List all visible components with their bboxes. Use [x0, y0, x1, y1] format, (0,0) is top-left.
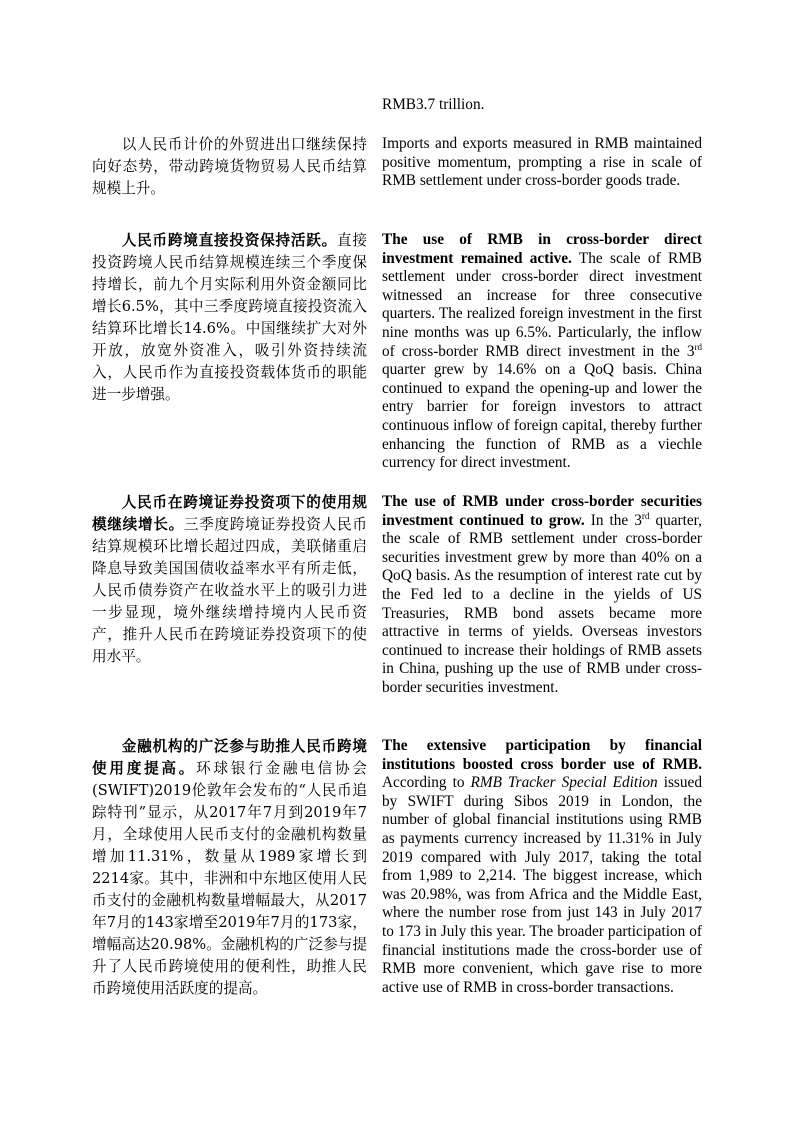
en-body-cont: quarter, the scale of RMB settlement under cross-border securities investment grew by more than 40% on a QoQ basis. As the resumption of interest rate cut by the Fed led to a decline in the yields of US Treasuries, RMB bond assets became more attractive in terms of yields. Overseas investors continued to increase their holdings of RMB assets in China, pushing up the use of RMB under cross-border securities investment.	[382, 511, 702, 696]
publication-title: RMB Tracker Special Edition	[470, 774, 658, 792]
en-body: In the 3	[584, 511, 642, 529]
zh-paragraph-3	[92, 492, 367, 668]
zh-lead: 人民币跨境直接投资保持活跃。	[121, 232, 338, 249]
zh-body: 直接投资跨境人民币结算规模连续三个季度保持增长，前九个月实际利用外资金额同比增长6.5%，其中三季度跨境直接投资流入结算环比增长14.6%。中国继续扩大对外开放，放宽外资准入，吸引外资持续流入，人民币作为直接投资载体货币的职能进一步增强。	[92, 232, 367, 403]
en-paragraph-2	[382, 231, 702, 473]
en-lead: The extensive participation by financial institutions boosted cross border use of RMB.	[382, 737, 702, 773]
en-body: The scale of RMB settlement under cross-border direct investment witnessed an increase for three consecutive quarters. The realized foreign investment in the first nine months was up 6.5%. Particularly, the inflow of cross-border RMB direct investment in the 3	[382, 249, 702, 360]
zh-paragraph-1	[92, 134, 367, 200]
superscript: rd	[694, 341, 702, 352]
en-lead: The use of RMB in cross-border direct investment remained active.	[382, 231, 702, 267]
en-paragraph-3	[382, 493, 702, 698]
en-body-cont: issued by SWIFT during Sibos 2019 in London, the number of global financial institutions using RMB as payments currency increased by 11.31% in July 2019 compared with July 2017, taking the total from 1,989 to 2,214. The biggest increase, which was 20.98%, was from Africa and the Middle East, where the number rose from just 143 in July 2017 to 173 in July this year. The broader participation of financial institutions made the cross-border use of RMB more convenient, which gave rise to more active use of RMB in cross-border transactions.	[382, 774, 702, 996]
zh-lead: 金融机构的广泛参与助推人民币跨境使用度提高。	[92, 738, 367, 777]
en-paragraph-1	[382, 135, 702, 191]
en-body: According to	[382, 774, 471, 792]
zh-body: 以人民币计价的外贸进出口继续保持向好态势，带动跨境货物贸易人民币结算规模上升。	[92, 136, 367, 197]
en-continuation-line: RMB3.7 trillion.	[382, 96, 485, 113]
zh-lead: 人民币在跨境证券投资项下的使用规模继续增长。	[92, 494, 367, 533]
zh-paragraph-4	[92, 736, 367, 1000]
en-body: Imports and exports measured in RMB maintained positive momentum, prompting a rise in scale of RMB settlement under cross-border goods trade.	[382, 135, 702, 190]
zh-body: 三季度跨境证券投资人民币结算规模环比增长超过四成，美联储重启降息导致美国国债收益率水平有所走低，人民币债券资产在收益水平上的吸引力进一步显现，境外继续增持境内人民币资产，推升人民币在跨境证券投资项下的使用水平。	[92, 516, 367, 665]
en-body-cont: quarter grew by 14.6% on a QoQ basis. China continued to expand the opening-up and lower the entry barrier for foreign investors to attract continuous inflow of foreign capital, thereby further enhancing the function of RMB as a viechle currency for direct investment.	[382, 361, 702, 472]
zh-paragraph-2	[92, 230, 367, 406]
superscript: rd	[641, 510, 650, 521]
zh-body: 环球银行金融电信协会(SWIFT)2019伦敦年会发布的“人民币追踪特刊”显示，从2017年7月到2019年7月，全球使用人民币支付的金融机构数量增加11.31%，数量从1989家增长到2214家。其中，非洲和中东地区使用人民币支付的金融机构数量增幅最大，从2017年7月的143家增至2019年7月的173家，增幅高达20.98%。金融机构的广泛参与提升了人民币跨境使用的便利性，助推人民币跨境使用活跃度的提高。	[92, 760, 367, 997]
en-paragraph-4	[382, 737, 702, 997]
en-lead: The use of RMB under cross-border securities investment continued to grow.	[382, 493, 702, 529]
